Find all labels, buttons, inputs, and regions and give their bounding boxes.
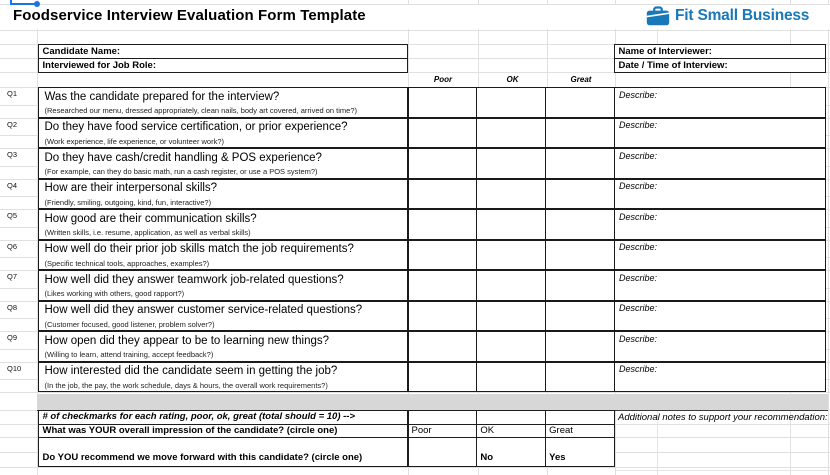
summary-box [38, 410, 408, 467]
question-cell [38, 362, 408, 393]
question-row-id: Q2 [7, 119, 18, 129]
recommend-label: Do YOU recommend we move forward with this candidate? (circle one) [42, 451, 363, 463]
describe-label: Describe: [619, 211, 658, 222]
rating-cells [408, 87, 616, 118]
checkmarks-label: # of checkmarks for each rating, poor, ok, great (total should = 10) --> [42, 411, 356, 422]
question-cell [38, 270, 408, 301]
poor-cell[interactable] [409, 241, 477, 270]
interviewer-name-row[interactable]: Name of Interviewer: [615, 45, 826, 59]
great-cell[interactable] [545, 119, 614, 148]
impression-label: What was YOUR overall impression of the candidate? (circle one) [42, 424, 338, 436]
question-hint: (Willing to learn, attend training, accept feedback?) [44, 350, 214, 359]
great-cell[interactable] [545, 180, 614, 209]
describe-cell[interactable] [614, 270, 826, 301]
ok-cell[interactable] [476, 241, 545, 270]
impression-option-ok[interactable]: OK [476, 425, 545, 438]
question-row-id: Q8 [7, 302, 18, 312]
describe-label: Describe: [619, 150, 658, 161]
rating-cells [408, 118, 616, 149]
rating-cells [408, 148, 616, 179]
checkmark-count-ok-cell[interactable] [476, 411, 545, 424]
question-text: How well do their prior job skills match the job requirements? [44, 243, 354, 255]
great-cell[interactable] [545, 332, 614, 361]
question-hint: (Specific technical tools, approaches, examples?) [44, 258, 210, 268]
question-hint: (Researched our menu, dressed appropriately, clean nails, body art covered, arrived on time?) [44, 106, 358, 115]
additional-notes-label: Additional notes to support your recommendation: [618, 412, 828, 423]
poor-cell[interactable] [409, 210, 477, 239]
poor-cell[interactable] [409, 119, 477, 148]
rating-header-great: Great [570, 75, 592, 84]
question-cell [38, 87, 408, 118]
summary-rating-box [408, 410, 616, 467]
rating-cells [408, 209, 616, 240]
great-cell[interactable] [545, 363, 614, 392]
great-cell[interactable] [545, 149, 614, 178]
briefcase-icon [646, 6, 670, 26]
rating-header-ok: OK [506, 75, 519, 84]
question-cell [38, 118, 408, 149]
describe-cell[interactable] [614, 331, 826, 362]
poor-cell[interactable] [409, 88, 477, 117]
question-row-id: Q3 [7, 150, 18, 159]
rating-cells [408, 362, 616, 393]
ok-cell[interactable] [476, 119, 545, 148]
describe-label: Describe: [619, 272, 658, 283]
great-cell[interactable] [545, 271, 614, 300]
rating-cells [408, 179, 616, 210]
ok-cell[interactable] [476, 271, 545, 300]
describe-cell[interactable] [614, 362, 826, 393]
question-text: Was the candidate prepared for the interview? [44, 90, 280, 103]
great-cell[interactable] [545, 210, 614, 239]
question-hint: (Customer focused, good listener, problem solver?) [44, 319, 215, 329]
job-role-row[interactable]: Interviewed for Job Role: [42, 59, 156, 71]
describe-cell[interactable] [614, 240, 826, 271]
rating-cells [408, 301, 616, 332]
ok-cell[interactable] [476, 180, 545, 209]
separator-band [37, 394, 828, 412]
great-cell[interactable] [545, 88, 614, 117]
question-text: How well did they answer teamwork job-related questions? [44, 273, 344, 286]
great-cell[interactable] [545, 241, 614, 270]
describe-cell[interactable] [614, 209, 826, 240]
poor-cell[interactable] [409, 180, 477, 209]
recommend-no-cell[interactable]: No [476, 438, 545, 466]
describe-label: Describe: [619, 333, 658, 344]
question-cell [38, 240, 408, 271]
page-title: Foodservice Interview Evaluation Form Template [13, 7, 366, 24]
question-hint: (Likes working with others, good rapport?) [44, 289, 185, 298]
candidate-header-box [38, 44, 408, 73]
recommend-yes-cell[interactable]: Yes [545, 438, 614, 466]
poor-cell[interactable] [409, 271, 477, 300]
question-row-id: Q5 [7, 211, 18, 220]
describe-cell[interactable] [614, 87, 826, 118]
describe-cell[interactable] [614, 179, 826, 210]
question-cell [38, 179, 408, 210]
question-hint: (Written skills, i.e. resume, application, as well as verbal skills) [44, 228, 251, 237]
ok-cell[interactable] [476, 332, 545, 361]
question-cell [38, 148, 408, 179]
question-hint: (For example, can they do basic math, run a cash register, or use a POS system?) [44, 167, 318, 176]
poor-cell[interactable] [409, 363, 477, 392]
question-row-id: Q9 [7, 333, 18, 342]
describe-label: Describe: [619, 303, 658, 313]
question-hint: (Friendly, smiling, outgoing, kind, fun, interactive?) [44, 197, 212, 207]
rating-cells [408, 331, 616, 362]
checkmark-count-poor-cell[interactable] [409, 411, 477, 424]
describe-cell[interactable] [614, 148, 826, 179]
question-text: How good are their communication skills? [44, 212, 257, 225]
question-row-id: Q6 [7, 241, 18, 251]
describe-label: Describe: [619, 89, 658, 100]
question-cell [38, 331, 408, 362]
recommend-empty-cell[interactable] [409, 438, 477, 466]
poor-cell[interactable] [409, 332, 477, 361]
question-row-id: Q1 [7, 89, 18, 98]
ok-cell[interactable] [476, 210, 545, 239]
fsb-logo [646, 5, 809, 27]
impression-option-poor[interactable]: Poor [411, 424, 432, 436]
logo-text: Fit Small Business [675, 7, 810, 24]
question-text: How interested did the candidate seem in getting the job? [44, 365, 338, 377]
great-cell[interactable] [545, 302, 614, 331]
question-text: Do they have food service certification, or prior experience? [44, 121, 348, 133]
question-hint: (In the job, the pay, the work schedule, days & hours, the overall work requirements?) [44, 380, 328, 390]
poor-cell[interactable] [409, 149, 477, 178]
poor-cell[interactable] [409, 302, 477, 331]
cell-selection-border [10, 3, 37, 5]
describe-cell[interactable] [614, 118, 826, 149]
describe-label: Describe: [619, 364, 658, 374]
question-hint: (Work experience, life experience, or volunteer work?) [44, 136, 225, 146]
interviewer-header-box [614, 44, 827, 73]
ok-cell[interactable] [476, 88, 545, 117]
question-text: How well did they answer customer service-related questions? [44, 304, 363, 316]
question-cell [38, 301, 408, 332]
rating-cells [408, 270, 616, 301]
question-row-id: Q7 [7, 272, 18, 281]
describe-label: Describe: [619, 242, 658, 252]
question-row-id: Q10 [7, 363, 22, 373]
candidate-name-row[interactable]: Candidate Name: [39, 45, 407, 59]
question-cell [38, 209, 408, 240]
question-text: How open did they appear to be to learning new things? [44, 334, 330, 347]
question-text: How are their interpersonal skills? [44, 182, 218, 194]
checkmark-count-great-cell[interactable] [545, 411, 614, 424]
interview-datetime-row[interactable]: Date / Time of Interview: [618, 59, 728, 71]
question-row-id: Q4 [7, 180, 18, 190]
impression-option-great[interactable]: Great [545, 425, 614, 438]
question-text: Do they have cash/credit handling & POS experience? [44, 151, 322, 164]
describe-label: Describe: [619, 120, 658, 130]
describe-cell[interactable] [614, 301, 826, 332]
ok-cell[interactable] [476, 149, 545, 178]
describe-label: Describe: [619, 181, 658, 191]
rating-header-poor: Poor [433, 75, 453, 84]
ok-cell[interactable] [476, 363, 545, 392]
rating-cells [408, 240, 616, 271]
ok-cell[interactable] [476, 302, 545, 331]
